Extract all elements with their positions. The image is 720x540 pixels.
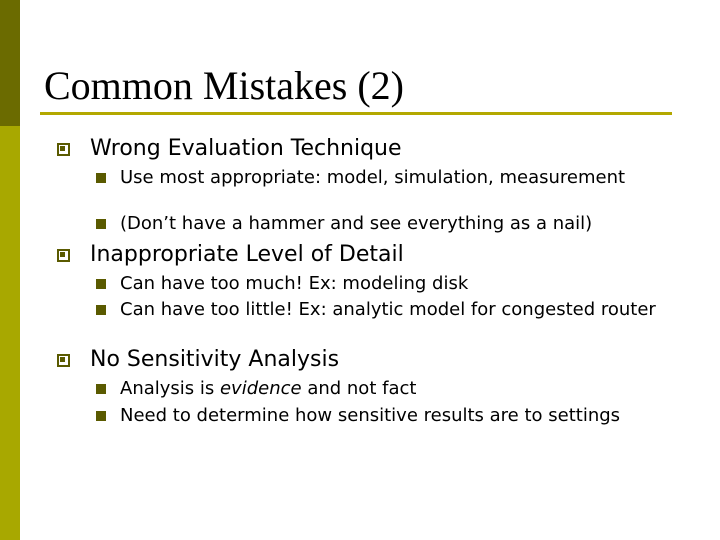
slide-title: Common Mistakes (2) (44, 63, 404, 108)
filled-square-bullet-icon (96, 173, 106, 183)
section-heading-sensitivity (90, 347, 339, 373)
filled-square-bullet-icon (96, 411, 106, 421)
item-emphasis: evidence (219, 378, 302, 399)
filled-square-bullet-icon (96, 279, 106, 289)
list-item (120, 299, 680, 320)
list-item (120, 213, 680, 234)
list-item (120, 378, 680, 399)
item-text: (Don’t have a hammer and see everything as a nail) (120, 213, 593, 234)
section-heading-wrong-evaluation (90, 136, 402, 162)
filled-square-bullet-icon (96, 219, 106, 229)
item-text: Can have too much! Ex: modeling disk (120, 273, 469, 294)
list-item (120, 405, 680, 426)
sidebar-bar-light (0, 126, 20, 540)
item-text: Need to determine how sensitive results are to settings (120, 405, 621, 426)
sidebar-bar-dark (0, 0, 20, 126)
item-text: Use most appropriate: model, simulation, measurement (120, 167, 626, 188)
square-bullet-icon (57, 354, 70, 367)
heading-text: Inappropriate Level of Detail (90, 242, 404, 267)
item-text-before: Analysis is (120, 378, 220, 399)
list-item (120, 167, 680, 188)
filled-square-bullet-icon (96, 305, 106, 315)
item-text-after: and not fact (301, 378, 417, 399)
section-heading-level-of-detail (90, 242, 404, 268)
square-bullet-icon (57, 249, 70, 262)
filled-square-bullet-icon (96, 384, 106, 394)
square-bullet-icon (57, 143, 70, 156)
title-underline (40, 112, 672, 115)
item-text: Can have too little! Ex: analytic model for congested router (120, 299, 656, 320)
heading-text: No Sensitivity Analysis (90, 347, 340, 372)
heading-text: Wrong Evaluation Technique (90, 136, 402, 161)
list-item (120, 273, 680, 294)
